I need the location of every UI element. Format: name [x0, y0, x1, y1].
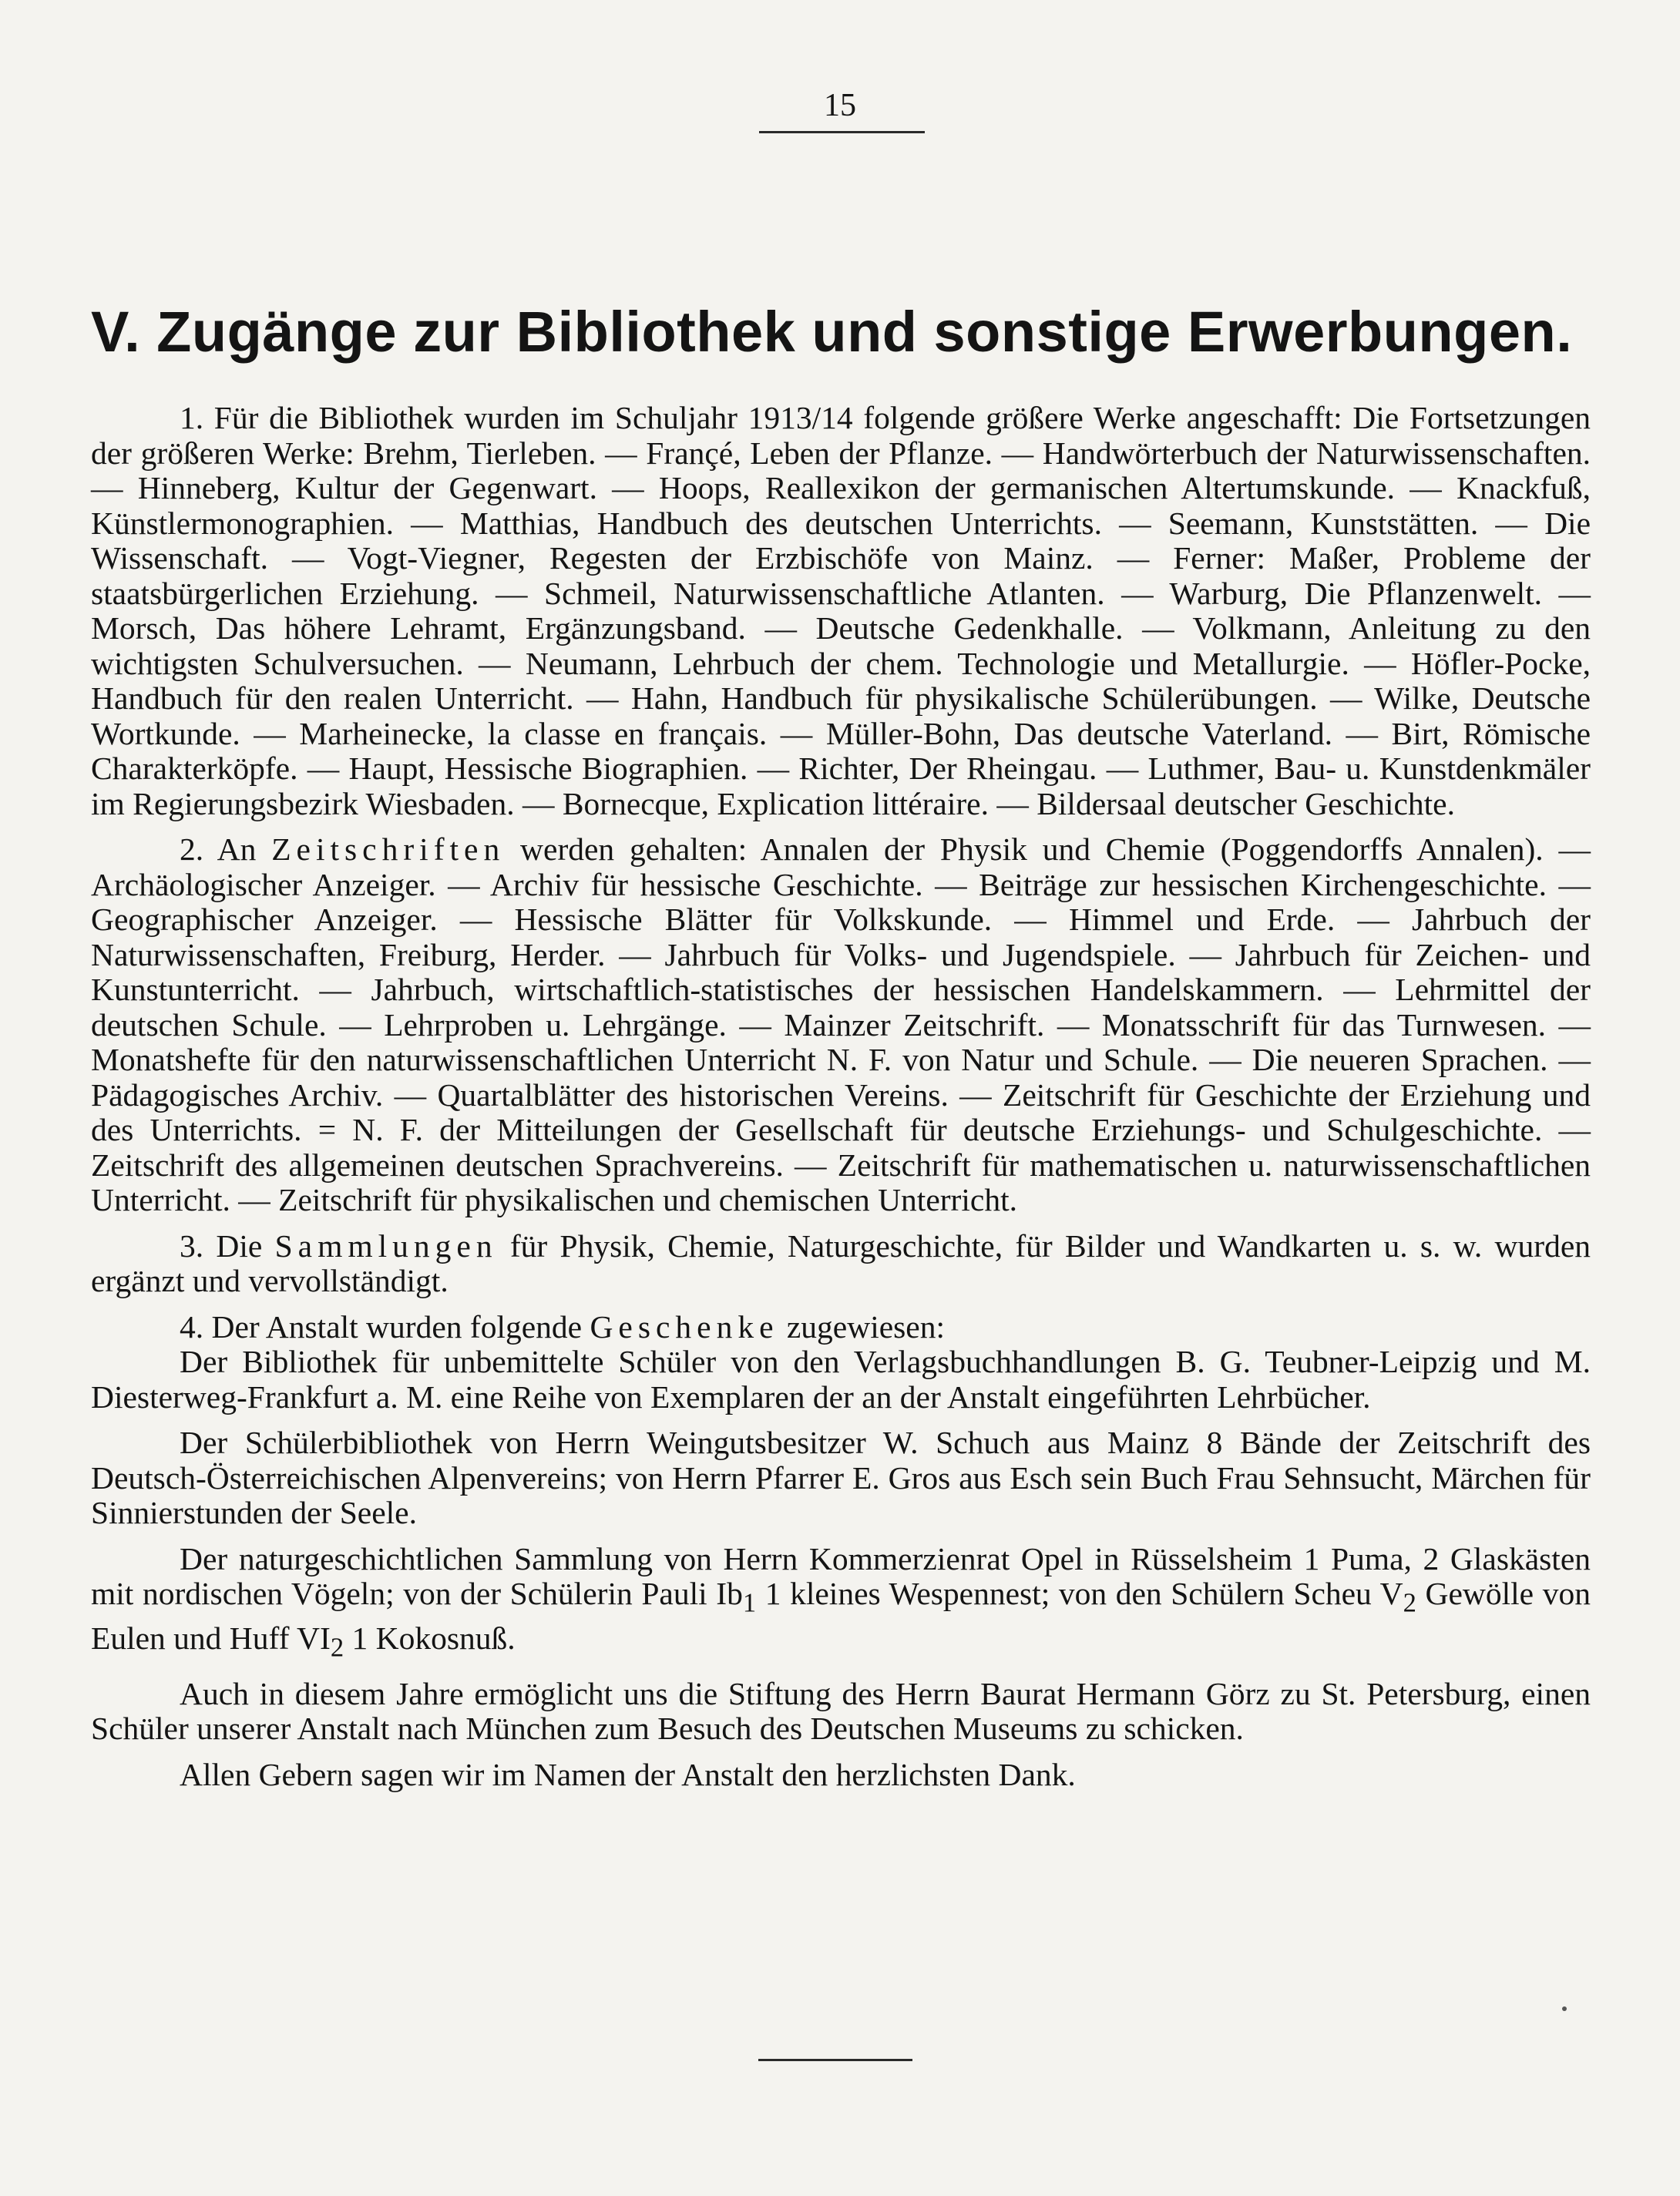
- section-2-prefix: 2. An: [180, 831, 272, 867]
- section-4-thanks: Allen Gebern sagen wir im Namen der Anstalt den herzlichsten Dank.: [180, 1756, 1076, 1792]
- bottom-rule: [758, 2059, 912, 2061]
- natural-history-text-d: 1 Kokosnuß.: [344, 1620, 516, 1656]
- section-4-prefix: 4. Der Anstalt wurden folgende: [180, 1308, 590, 1345]
- natural-history-subscript-1: 1: [742, 1588, 757, 1618]
- body-text: [91, 401, 1591, 1792]
- natural-history-subscript-2: 2: [1403, 1588, 1416, 1618]
- section-4-library-gift: Der Bibliothek für unbemittelte Schüler von den Verlagsbuchhandlungen B. G. Teubner-Leipzig und M. Diesterweg-Frankfurt a. M. eine Reihe von Exemplaren der an der Anstalt eingeführten Lehrbücher.: [91, 1344, 1591, 1415]
- section-4-intro: [91, 1310, 1591, 1345]
- natural-history-text-a: Der naturgeschichtlichen Sammlung von Herrn Kommerzienrat Opel in Rüsselsheim 1 Puma, 2 Glaskästen mit nordischen Vögeln; von der Schülerin Pauli Ib: [91, 1540, 1591, 1611]
- section-4-student-library-gift: Der Schülerbibliothek von Herrn Weingutsbesitzer W. Schuch aus Mainz 8 Bände der Zeitschrift des Deutsch-Österreichischen Alpenvereins; von Herrn Pfarrer E. Gros aus Esch sein Buch Frau Sehnsucht, Märchen für Sinnierstunden der Seele.: [91, 1425, 1591, 1530]
- natural-history-text-b: 1 kleines Wespennest; von den Schülern Scheu V: [756, 1576, 1403, 1611]
- section-4-natural-history-gift: [91, 1542, 1591, 1666]
- section-heading: V. Zugänge zur Bibliothek und sonstige Erwerbungen.: [91, 300, 1573, 364]
- section-2-paragraph: [91, 832, 1591, 1218]
- ink-dot: [1562, 2006, 1567, 2011]
- section-3-text: für Physik, Chemie, Naturgeschichte, für Bilder und Wandkarten u. s. w. wurden ergänzt und vervollständigt.: [91, 1227, 1591, 1298]
- section-2-keyword: Zeitschriften: [271, 831, 506, 867]
- section-4-foundation: Auch in diesem Jahre ermöglicht uns die Stiftung des Herrn Baurat Hermann Görz zu St. Petersburg, einen Schüler unserer Anstalt nach München zum Besuch des Deutschen Museums zu schicken.: [91, 1675, 1591, 1747]
- section-3-paragraph: [91, 1229, 1591, 1299]
- section-3-prefix: 3. Die: [180, 1227, 275, 1264]
- section-2-text: werden gehalten: Annalen der Physik und Chemie (Poggendorffs Annalen). — Archäologischer Anzeiger. — Archiv für hessische Geschichte. — Beiträge zur hessischen Kirchengeschichte. — Geographischer Anzeiger. — Hessische Blätter für Volkskunde. — Himmel und Erde. — Jahrbuch der Naturwissenschaften, Freiburg, Herder. — Jahrbuch für Volks- und Jugendspiele. — Jahrbuch für Zeichen- und Kunstunterricht. — Jahrbuch, wirtschaftlich-statistisches der hessischen Handelskammern. — Lehrmittel der deutschen Schule. — Lehrproben u. Lehrgänge. — Mainzer Zeitschrift. — Monatsschrift für das Turnwesen. — Monatshefte für den naturwissenschaftlichen Unterricht N. F. von Natur und Schule. — Die neueren Sprachen. — Pädagogisches Archiv. — Quartalblätter des historischen Vereins. — Zeitschrift für Geschichte der Erziehung und des Unterrichts. = N. F. der Mitteilungen der Gesellschaft für deutsche Erziehungs- und Schulgeschichte. — Zeitschrift des allgemeinen deutschen Sprachvereins. — Zeitschrift für mathematischen u. naturwissenschaftlichen Unterricht. — Zeitschrift für physikalischen und chemischen Unterricht.: [91, 831, 1591, 1217]
- page-number: 15: [824, 88, 856, 123]
- natural-history-subscript-3: 2: [330, 1633, 344, 1663]
- section-4-keyword: Geschenke: [590, 1308, 779, 1345]
- natural-history-text-c: Gewölle von Eulen und Huff VI: [91, 1576, 1591, 1656]
- section-1-paragraph: 1. Für die Bibliothek wurden im Schuljahr 1913/14 folgende größere Werke angeschafft: Die Fortsetzungen der größeren Werke: Brehm, Tierleben. — Françé, Leben der Pflanze. — Handwörterbuch der Naturwissenschaften. — Hinneberg, Kultur der Gegenwart. — Hoops, Reallexikon der germanischen Altertumskunde. — Knackfuß, Künstlermonographien. — Matthias, Handbuch des deutschen Unterrichts. — Seemann, Kunststätten. — Die Wissenschaft. — Vogt-Viegner, Regesten der Erzbischöfe von Mainz. — Ferner: Maßer, Probleme der staatsbürgerlichen Erziehung. — Schmeil, Naturwissenschaftliche Atlanten. — Warburg, Die Pflanzenwelt. — Morsch, Das höhere Lehramt, Ergänzungsband. — Deutsche Gedenkhalle. — Volkmann, Anleitung zu den wichtigsten Schulversuchen. — Neumann, Lehrbuch der chem. Technologie und Metallurgie. — Höfler-Pocke, Handbuch für den realen Unterricht. — Hahn, Handbuch für physikalische Schülerübungen. — Wilke, Deutsche Wortkunde. — Marheinecke, la classe en français. — Müller-Bohn, Das deutsche Vaterland. — Birt, Römische Charakterköpfe. — Haupt, Hessische Biographien. — Richter, Der Rheingau. — Luthmer, Bau- u. Kunstdenkmäler im Regierungsbezirk Wiesbaden. — Bornecque, Explication littéraire. — Bildersaal deutscher Geschichte.: [91, 400, 1591, 821]
- top-rule: [759, 131, 925, 133]
- section-3-keyword: Sammlungen: [274, 1227, 498, 1264]
- section-4-text: zugewiesen:: [778, 1308, 945, 1345]
